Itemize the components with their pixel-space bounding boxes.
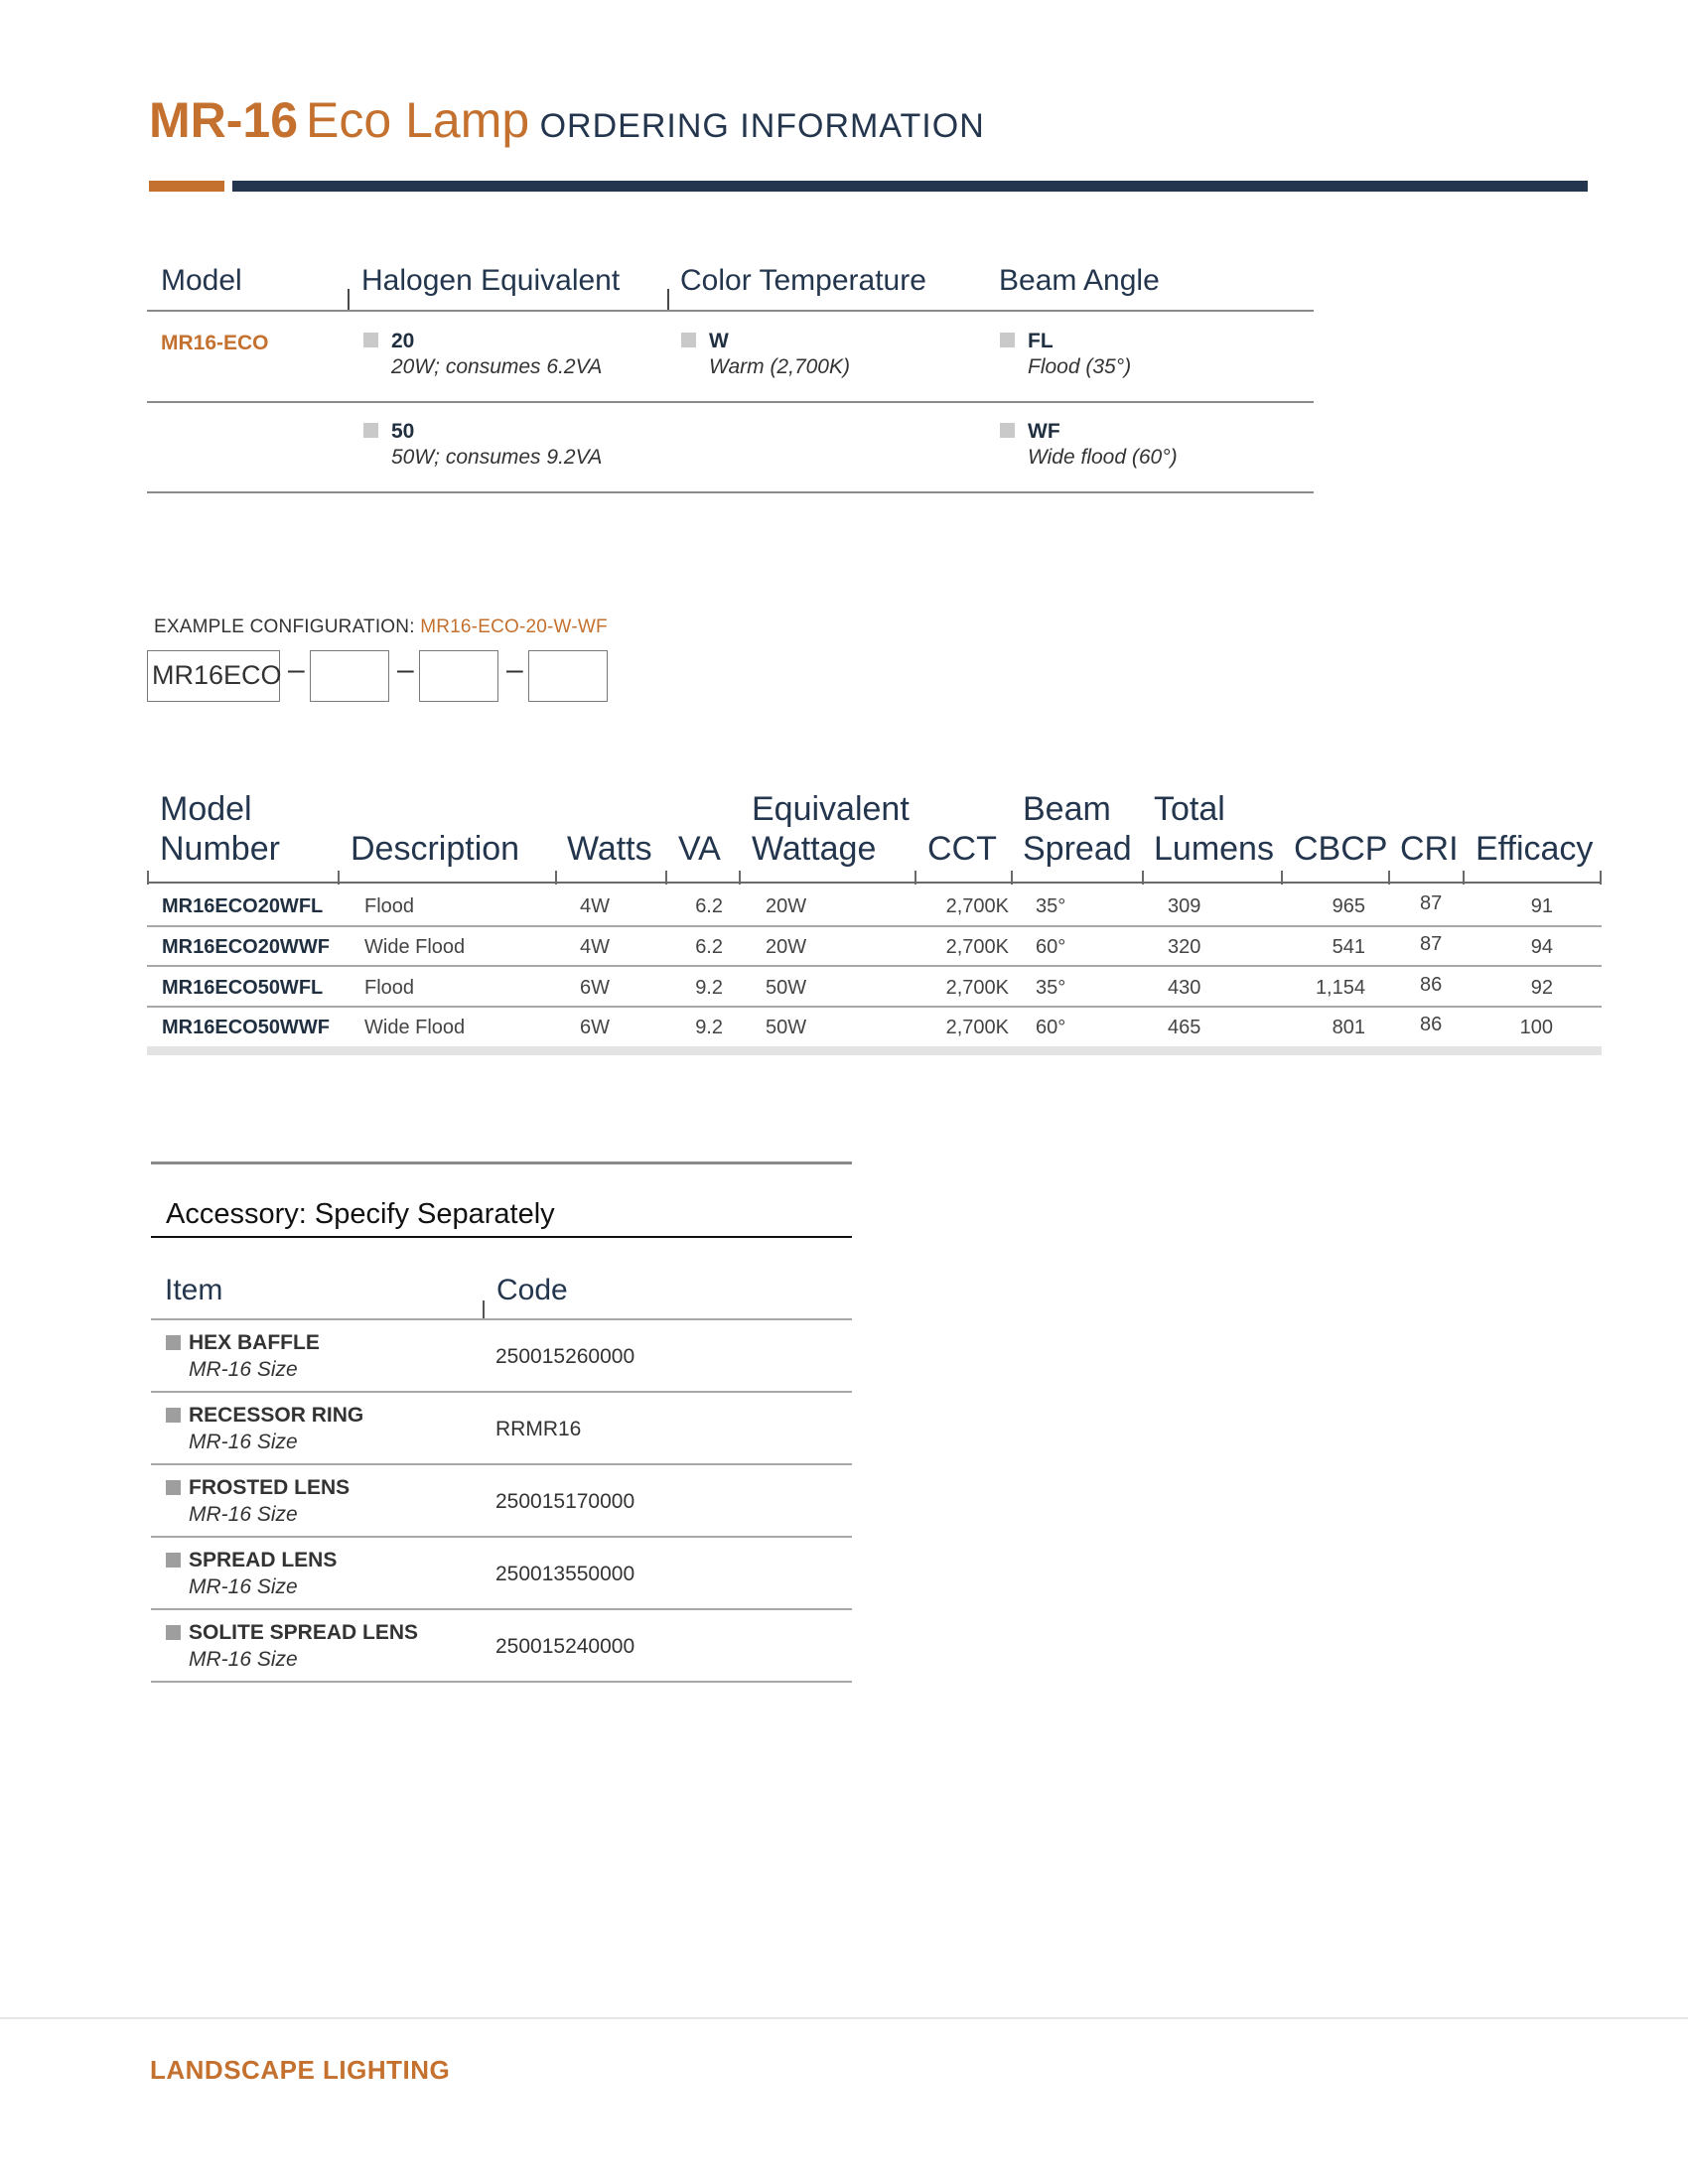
checkbox-square-icon [166, 1553, 181, 1568]
cell-cbcp: 1,154 [1315, 977, 1365, 999]
cell-watts: 6W [580, 977, 610, 999]
cell-description: Flood [364, 977, 415, 999]
spec-header-line: Spread [1023, 830, 1132, 868]
column-divider [483, 1300, 485, 1318]
config-box-model: MR16ECO [147, 650, 280, 702]
column-divider [914, 871, 916, 885]
accessory-header-code: Code [496, 1274, 568, 1306]
cell-efficacy: 92 [1530, 977, 1553, 999]
cell-cbcp: 965 [1332, 895, 1365, 917]
example-configuration [154, 616, 608, 638]
spec-header-line: Equivalent [752, 790, 910, 828]
accessory-top-rule [151, 1161, 852, 1164]
spec-header-beam [1023, 789, 1132, 869]
cell-cbcp: 801 [1332, 1017, 1365, 1038]
accessory-size: MR-16 Size [189, 1648, 298, 1671]
cell-equivalent: 50W [766, 1017, 807, 1038]
checkbox-square-icon [166, 1408, 181, 1423]
accessory-size: MR-16 Size [189, 1431, 298, 1453]
cell-description: Flood [364, 895, 415, 917]
accessory-size: MR-16 Size [189, 1358, 298, 1381]
accessory-size: MR-16 Size [189, 1503, 298, 1526]
cell-beam: 60° [1036, 1017, 1066, 1038]
title-section: ORDERING INFORMATION [539, 107, 985, 145]
ordering-header-line [147, 310, 1314, 312]
checkbox-square-icon [363, 333, 378, 347]
spec-header-equivalent [752, 789, 910, 869]
config-box-beam[interactable] [528, 650, 608, 702]
column-divider [147, 871, 149, 885]
example-value: MR16-ECO-20-W-WF [420, 616, 608, 637]
spec-header-cri: CRI [1400, 830, 1459, 868]
option-code: 50 [391, 420, 415, 443]
ordering-header-color: Color Temperature [680, 264, 926, 297]
spec-header-description: Description [351, 830, 520, 868]
checkbox-square-icon [1000, 423, 1015, 438]
accessory-name: FROSTED LENS [189, 1476, 351, 1499]
column-divider [1281, 871, 1283, 885]
column-divider [555, 871, 557, 885]
cell-cri: 87 [1420, 933, 1443, 955]
column-divider [1463, 871, 1465, 885]
cell-beam: 60° [1036, 936, 1066, 958]
spec-header-cct: CCT [927, 830, 997, 868]
cell-cri: 87 [1420, 892, 1443, 914]
row-divider [151, 1608, 852, 1610]
cell-lumens: 465 [1168, 1017, 1201, 1038]
column-divider [1388, 871, 1390, 885]
cell-model: MR16ECO20WFL [162, 895, 324, 917]
spec-header-cbcp: CBCP [1294, 830, 1388, 868]
accessory-header-line [151, 1318, 852, 1320]
cell-beam: 35° [1036, 977, 1066, 999]
option-description: 20W; consumes 6.2VA [391, 355, 603, 378]
checkbox-square-icon [166, 1480, 181, 1495]
cell-cbcp: 541 [1332, 936, 1365, 958]
accessory-header-item: Item [165, 1274, 223, 1306]
checkbox-square-icon [166, 1335, 181, 1350]
cell-efficacy: 91 [1530, 895, 1553, 917]
cell-description: Wide Flood [364, 1017, 466, 1038]
cell-equivalent: 50W [766, 977, 807, 999]
row-divider [147, 1006, 1602, 1008]
row-divider [151, 1391, 852, 1393]
row-divider [147, 965, 1602, 967]
accessory-code: 250015240000 [495, 1635, 635, 1658]
option-description: 50W; consumes 9.2VA [391, 446, 603, 469]
ordering-model-code: MR16-ECO [161, 332, 269, 354]
cell-lumens: 430 [1168, 977, 1201, 999]
cell-model: MR16ECO20WWF [162, 936, 330, 958]
accessory-code: 250013550000 [495, 1563, 635, 1585]
column-divider [667, 289, 669, 311]
spec-header-line: Wattage [752, 830, 877, 868]
option-description: Wide flood (60°) [1028, 446, 1178, 469]
cell-efficacy: 94 [1530, 936, 1553, 958]
cell-cct: 2,700K [945, 936, 1009, 958]
option-description: Flood (35°) [1028, 355, 1132, 378]
spec-header-watts: Watts [567, 830, 652, 868]
cell-beam: 35° [1036, 895, 1066, 917]
spec-header-line: Total [1154, 790, 1225, 828]
cell-equivalent: 20W [766, 936, 807, 958]
accessory-code: 250015170000 [495, 1490, 635, 1513]
checkbox-square-icon [166, 1625, 181, 1640]
option-code: FL [1028, 330, 1054, 352]
accessory-size: MR-16 Size [189, 1575, 298, 1598]
ordering-row-line [147, 401, 1314, 403]
cell-va: 6.2 [695, 936, 723, 958]
cell-cri: 86 [1420, 974, 1443, 996]
accessory-code: 250015260000 [495, 1345, 635, 1368]
spec-header-lumens [1154, 789, 1274, 869]
header-rule-accent [149, 181, 224, 192]
example-label: EXAMPLE CONFIGURATION: [154, 616, 415, 637]
option-description: Warm (2,700K) [709, 355, 850, 378]
cell-model: MR16ECO50WWF [162, 1017, 330, 1038]
config-box-halogen[interactable] [310, 650, 389, 702]
row-divider [151, 1536, 852, 1538]
config-dash: – [506, 653, 523, 686]
column-divider [348, 289, 350, 311]
column-divider [1011, 871, 1013, 885]
footer-label: LANDSCAPE LIGHTING [150, 2055, 451, 2085]
column-divider [1142, 871, 1144, 885]
cell-cct: 2,700K [945, 895, 1009, 917]
row-divider [147, 925, 1602, 927]
checkbox-square-icon [363, 423, 378, 438]
accessory-name: SPREAD LENS [189, 1549, 338, 1571]
footer-rule [0, 2017, 1688, 2019]
spec-header-model [160, 789, 280, 869]
spec-header-line: Number [160, 830, 280, 868]
cell-cct: 2,700K [945, 977, 1009, 999]
cell-lumens: 320 [1168, 936, 1201, 958]
page-title [149, 91, 985, 149]
cell-va: 9.2 [695, 1017, 723, 1038]
cell-va: 6.2 [695, 895, 723, 917]
checkbox-square-icon [1000, 333, 1015, 347]
spec-header-line: Lumens [1154, 830, 1274, 868]
ordering-bottom-line [147, 491, 1314, 493]
table-bottom-bar [147, 1046, 1602, 1055]
cell-equivalent: 20W [766, 895, 807, 917]
column-divider [1600, 871, 1602, 885]
cell-model: MR16ECO50WFL [162, 977, 324, 999]
accessory-name: SOLITE SPREAD LENS [189, 1621, 419, 1644]
cell-lumens: 309 [1168, 895, 1201, 917]
spec-header-line: Beam [1023, 790, 1111, 828]
accessory-title: Accessory: Specify Separately [166, 1198, 555, 1230]
column-divider [338, 871, 340, 885]
cell-cri: 86 [1420, 1014, 1443, 1035]
option-code: WF [1028, 420, 1060, 443]
accessory-name: HEX BAFFLE [189, 1331, 320, 1354]
column-divider [665, 871, 667, 885]
ordering-header-halogen: Halogen Equivalent [361, 264, 621, 297]
cell-cct: 2,700K [945, 1017, 1009, 1038]
ordering-header-beam: Beam Angle [999, 264, 1160, 297]
title-product: Eco Lamp [306, 92, 530, 148]
checkbox-square-icon [681, 333, 696, 347]
option-code: W [709, 330, 729, 352]
accessory-code: RRMR16 [495, 1418, 582, 1440]
cell-watts: 6W [580, 1017, 610, 1038]
cell-watts: 4W [580, 895, 610, 917]
column-divider [739, 871, 741, 885]
ordering-header-model: Model [161, 264, 242, 297]
cell-va: 9.2 [695, 977, 723, 999]
header-rule [232, 181, 1588, 192]
spec-header-efficacy: Efficacy [1476, 830, 1594, 868]
option-code: 20 [391, 330, 415, 352]
cell-watts: 4W [580, 936, 610, 958]
spec-header-line [147, 882, 1602, 884]
row-divider [151, 1463, 852, 1465]
accessory-name: RECESSOR RING [189, 1404, 364, 1427]
row-divider [151, 1681, 852, 1683]
accessory-title-line [151, 1236, 852, 1238]
config-dash: – [397, 653, 414, 686]
title-model: MR-16 [149, 92, 299, 148]
spec-header-line: Model [160, 790, 252, 828]
cell-description: Wide Flood [364, 936, 466, 958]
config-dash: – [288, 653, 305, 686]
config-box-color[interactable] [419, 650, 498, 702]
cell-efficacy: 100 [1519, 1017, 1553, 1038]
spec-header-va: VA [678, 830, 721, 868]
